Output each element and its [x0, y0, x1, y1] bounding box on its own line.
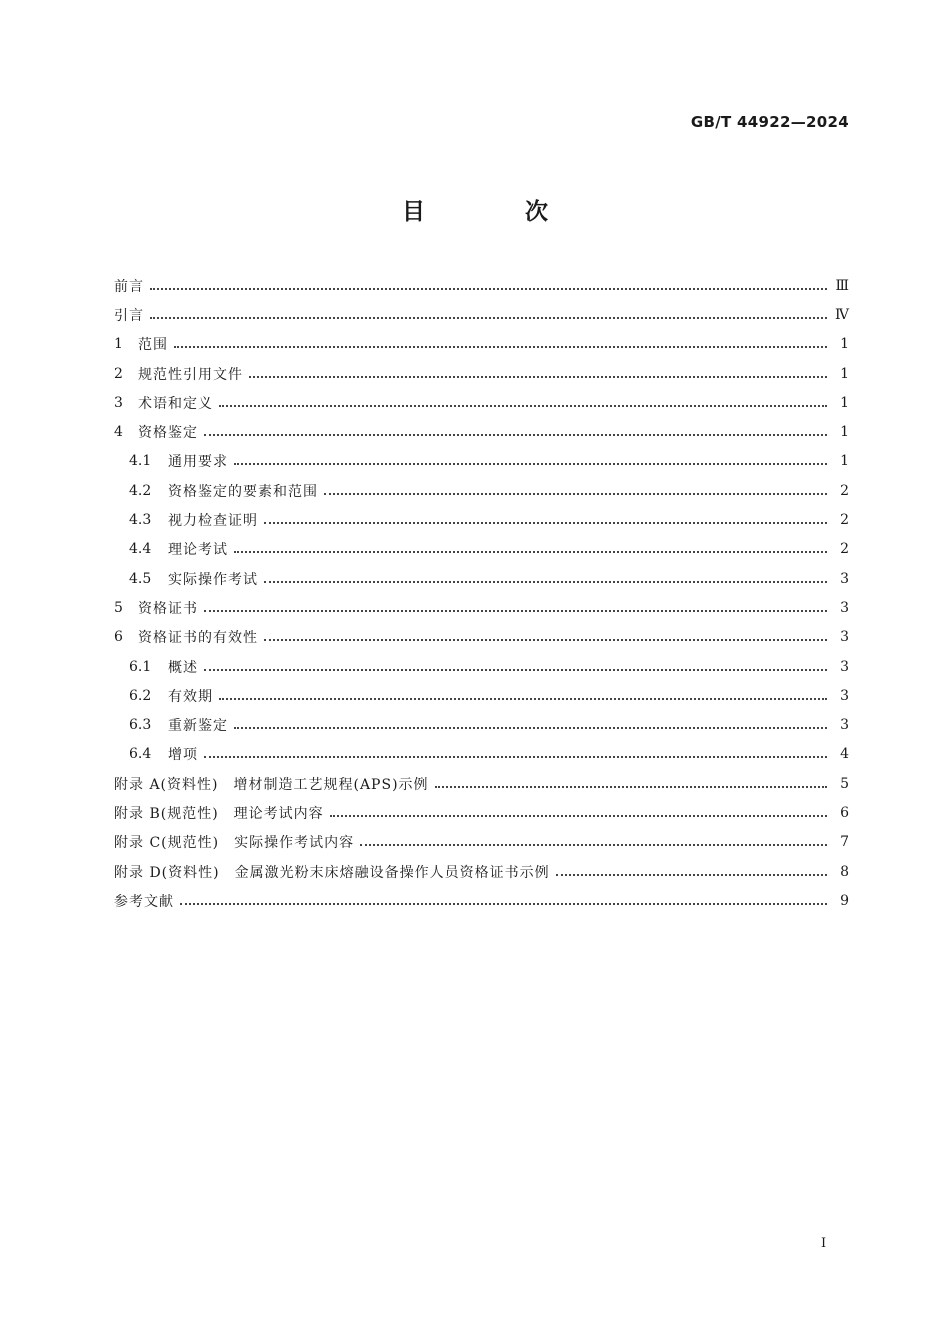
toc-entry-label: 实际操作考试内容 [234, 835, 355, 852]
toc-entry-page: Ⅲ [835, 277, 849, 294]
dot-leader [204, 434, 827, 436]
toc-entry-label: 通用要求 [168, 454, 228, 471]
toc-entry-4-1[interactable] [114, 447, 849, 476]
toc-entry-page: 9 [840, 892, 849, 909]
toc-entry-bibliography[interactable] [114, 886, 849, 915]
toc-entry-number: 4 [114, 424, 123, 441]
toc-entry-page: 2 [840, 512, 849, 529]
toc-entry-terms-definitions[interactable] [114, 388, 849, 417]
toc-entry-label: 前言 [114, 278, 144, 295]
toc-entry-qualification[interactable] [114, 417, 849, 446]
dot-leader [360, 844, 827, 846]
toc-entry-scope[interactable] [114, 330, 849, 359]
toc-entry-label: 理论考试 [168, 542, 228, 559]
toc-entry-label: 概述 [168, 659, 198, 676]
toc-entry-annex-prefix: 附录 C(规范性) [114, 835, 220, 852]
toc-entry-page: 1 [840, 336, 849, 353]
toc-entry-page: 2 [840, 541, 849, 558]
toc-entry-label: 增项 [168, 747, 198, 764]
dot-leader [150, 317, 827, 319]
toc-entry-page: 3 [840, 599, 849, 616]
toc-entry-6-3[interactable] [114, 710, 849, 739]
toc-entry-page: 3 [840, 570, 849, 587]
toc-entry-page: 4 [840, 746, 849, 763]
dot-leader [219, 405, 827, 407]
toc-entry-page: 7 [840, 834, 849, 851]
page-number: I [821, 1236, 827, 1251]
toc-entry-number: 4.5 [129, 570, 152, 587]
toc-entry-number: 4.1 [129, 453, 152, 470]
toc-entry-number: 6.4 [129, 746, 152, 763]
toc-entry-page: 3 [840, 717, 849, 734]
toc-entry-number: 4.2 [129, 482, 152, 499]
dot-leader [204, 669, 827, 671]
dot-leader [174, 346, 827, 348]
toc-entry-label: 有效期 [168, 688, 213, 705]
toc-entry-foreword[interactable] [114, 271, 849, 300]
toc-entry-number: 4.4 [129, 541, 152, 558]
toc-entry-4-2[interactable] [114, 476, 849, 505]
toc-entry-number: 1 [114, 336, 123, 353]
toc-entry-page: 1 [840, 424, 849, 441]
toc-entry-normative-references[interactable] [114, 359, 849, 388]
toc-entry-page: 1 [840, 394, 849, 411]
dot-leader [234, 551, 827, 553]
toc-entry-annex-prefix: 附录 A(资料性) [114, 776, 219, 793]
toc-entry-label: 理论考试内容 [233, 805, 324, 822]
toc-entry-label: 资格鉴定 [138, 425, 198, 442]
toc-entry-annex-b[interactable] [114, 798, 849, 827]
toc-entry-number: 4.3 [129, 512, 152, 529]
dot-leader [219, 698, 827, 700]
toc-entry-label: 术语和定义 [138, 395, 213, 412]
toc-entry-annex-d[interactable] [114, 857, 849, 886]
toc-entry-4-5[interactable] [114, 564, 849, 593]
toc-entry-number: 5 [114, 599, 123, 616]
toc-entry-label: 实际操作考试 [168, 571, 258, 588]
dot-leader [204, 610, 827, 612]
toc-entry-label: 资格证书的有效性 [138, 630, 258, 647]
toc-entry-page: Ⅳ [835, 306, 849, 323]
toc-entry-4-4[interactable] [114, 535, 849, 564]
toc-entry-number: 2 [114, 365, 123, 382]
toc-entry-6-4[interactable] [114, 740, 849, 769]
dot-leader [180, 903, 827, 905]
toc-entry-page: 3 [840, 629, 849, 646]
toc-entry-number: 6 [114, 629, 123, 646]
toc-entry-label: 金属激光粉末床熔融设备操作人员资格证书示例 [234, 864, 550, 881]
toc-entry-number: 6.2 [129, 687, 152, 704]
toc-entry-annex-a[interactable] [114, 769, 849, 798]
toc-entry-introduction[interactable] [114, 300, 849, 329]
toc-entry-label: 增材制造工艺规程(APS)示例 [233, 776, 429, 793]
dot-leader [249, 376, 827, 378]
toc-entry-page: 1 [840, 453, 849, 470]
toc-entry-6-1[interactable] [114, 652, 849, 681]
table-of-contents [114, 271, 849, 916]
toc-entry-certificate-validity[interactable] [114, 623, 849, 652]
toc-entry-annex-c[interactable] [114, 828, 849, 857]
toc-entry-label: 资格证书 [138, 600, 198, 617]
dot-leader [556, 874, 827, 876]
toc-title: 目 次 [401, 199, 594, 225]
toc-entry-label: 资格鉴定的要素和范围 [168, 483, 318, 500]
toc-entry-4-3[interactable] [114, 505, 849, 534]
dot-leader [264, 522, 827, 524]
dot-leader [435, 786, 827, 788]
dot-leader [234, 463, 827, 465]
toc-entry-label: 规范性引用文件 [138, 366, 243, 383]
toc-entry-annex-prefix: 附录 D(资料性) [114, 864, 220, 881]
toc-entry-page: 5 [840, 775, 849, 792]
toc-entry-6-2[interactable] [114, 681, 849, 710]
toc-entry-number: 3 [114, 394, 123, 411]
toc-entry-label: 引言 [114, 307, 144, 324]
dot-leader [150, 288, 827, 290]
dot-leader [330, 815, 827, 817]
toc-entry-page: 6 [840, 804, 849, 821]
toc-entry-number: 6.3 [129, 717, 152, 734]
toc-entry-label: 范围 [138, 337, 168, 354]
toc-entry-number: 6.1 [129, 658, 152, 675]
toc-entry-certificate[interactable] [114, 593, 849, 622]
toc-entry-page: 3 [840, 687, 849, 704]
dot-leader [234, 727, 827, 729]
toc-entry-page: 8 [840, 863, 849, 880]
dot-leader [264, 581, 827, 583]
toc-entry-annex-prefix: 附录 B(规范性) [114, 805, 219, 822]
dot-leader [204, 756, 827, 758]
toc-entry-page: 3 [840, 658, 849, 675]
standard-code: GB/T 44922—2024 [690, 113, 849, 131]
toc-entry-label: 重新鉴定 [168, 718, 228, 735]
dot-leader [264, 639, 827, 641]
toc-entry-page: 2 [840, 482, 849, 499]
toc-entry-label: 参考文献 [114, 893, 174, 910]
dot-leader [324, 493, 827, 495]
toc-entry-page: 1 [840, 365, 849, 382]
toc-entry-label: 视力检查证明 [168, 513, 258, 530]
